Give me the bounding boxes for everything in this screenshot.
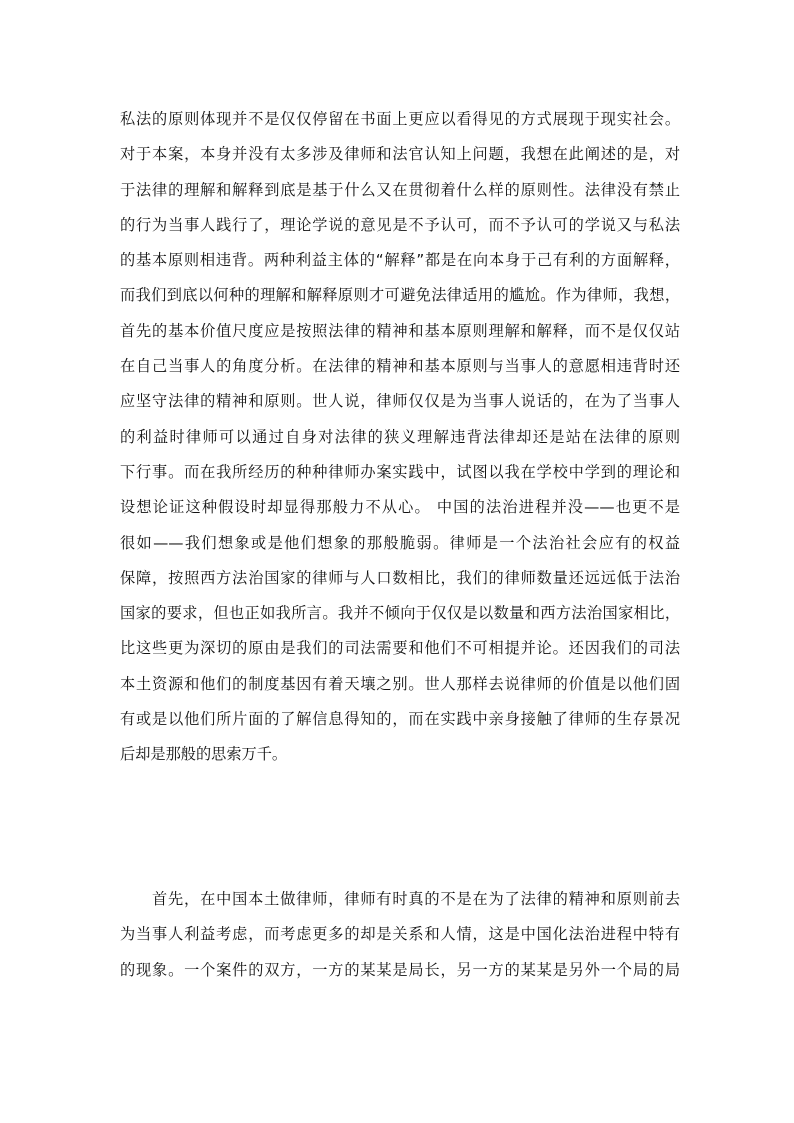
text-line: 而我们到底以何种的理解和解释原则才可避免法律适用的尴尬。作为律师，我想， [120,286,680,305]
text-line: 本土资源和他们的制度基因有着天壤之别。世人那样去说律师的价值是以他们固 [120,674,680,693]
text-line: 的基本原则相违背。两种利益主体的“解释”都是在向本身于己有利的方面解释， [120,251,680,270]
paragraph-1 [120,102,680,773]
text-line: 的现象。一个案件的双方，一方的某某是局长，另一方的某某是另外一个局的局 [120,960,680,979]
text-line: 在自己当事人的角度分析。在法律的精神和基本原则与当事人的意愿相违背时还 [120,357,680,376]
text-line: 很如——我们想象或是他们想象的那般脆弱。律师是一个法治社会应有的权益 [120,533,680,552]
text-line: 的行为当事人践行了，理论学说的意见是不予认可，而不予认可的学说又与私法 [120,215,680,234]
text-line: 为当事人利益考虑，而考虑更多的却是关系和人情，这是中国化法治进程中特有 [120,925,680,944]
text-line: 设想论证这种假设时却显得那般力不从心。 中国的法治进程并没——也更不是 [120,498,680,517]
text-line: 于法律的理解和解释到底是基于什么又在贯彻着什么样的原则性。法律没有禁止 [120,180,680,199]
text-line: 首先，在中国本土做律师，律师有时真的不是在为了法律的精神和原则前去 [152,890,680,908]
paragraph-2 [120,882,680,988]
text-line: 比这些更为深切的原由是我们的司法需要和他们不可相提并论。还因我们的司法 [120,639,680,658]
text-line: 应坚守法律的精神和原则。世人说，律师仅仅是为当事人说话的，在为了当事人 [120,392,680,411]
text-line: 有或是以他们所片面的了解信息得知的，而在实践中亲身接触了律师的生存景况 [120,710,680,729]
text-line: 后却是那般的思索万千。 [120,745,288,764]
text-line: 对于本案，本身并没有太多涉及律师和法官认知上问题，我想在此阐述的是，对 [120,145,680,164]
text-line: 下行事。而在我所经历的种种律师办案实践中，试图以我在学校中学到的理论和 [120,462,680,481]
text-line: 首先的基本价值尺度应是按照法律的精神和基本原则理解和解释，而不是仅仅站 [120,321,680,340]
text-line: 保障，按照西方法治国家的律师与人口数相比，我们的律师数量还远远低于法治 [120,568,680,587]
text-line: 的利益时律师可以通过自身对法律的狭义理解违背法律却还是站在法律的原则 [120,427,680,446]
text-line: 私法的原则体现并不是仅仅停留在书面上更应以看得见的方式展现于现实社会。 [120,110,680,128]
text-line: 国家的要求，但也正如我所言。我并不倾向于仅仅是以数量和西方法治国家相比， [120,604,680,623]
